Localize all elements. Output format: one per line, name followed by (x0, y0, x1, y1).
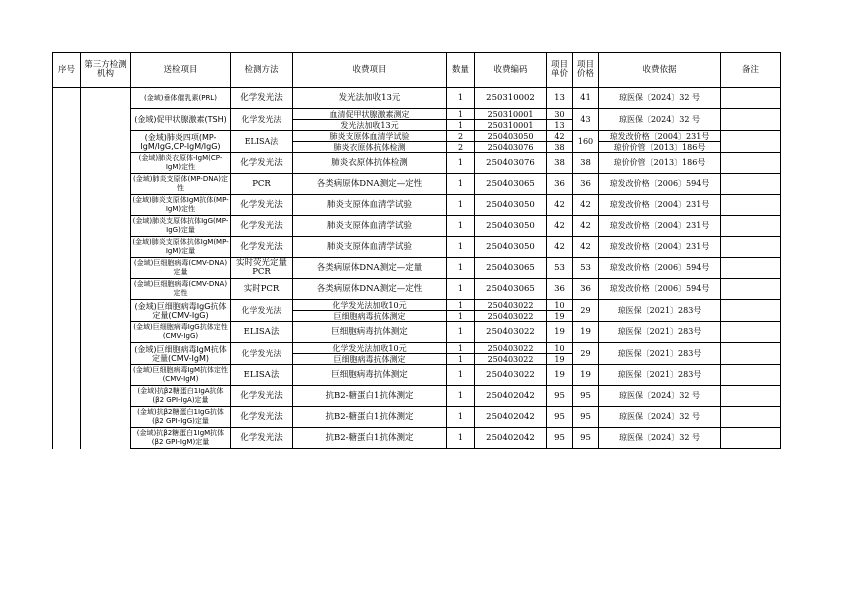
price-cell: 38 (573, 153, 599, 174)
basis-cell: 琼医保〔2024〕32 号 (599, 386, 721, 407)
qty-cell: 1 (447, 354, 475, 365)
qty-cell: 1 (447, 279, 475, 300)
unit-price-cell: 13 (547, 88, 573, 109)
note-cell (721, 386, 781, 407)
note-cell (721, 216, 781, 237)
unit-price-cell: 36 (547, 174, 573, 195)
basis-cell: 琼医保〔2021〕283号 (599, 365, 721, 386)
basis-cell: 琼发改价格〔2004〕231号 (599, 195, 721, 216)
header-basis: 收费依据 (599, 53, 721, 88)
unit-price-cell: 42 (547, 131, 573, 142)
qty-cell: 1 (447, 174, 475, 195)
note-cell (721, 300, 781, 322)
item-cell: (金域)肺炎衣原体-IgM(CP-IgM)定性 (131, 153, 231, 174)
fee-item-cell: 巨细胞病毒抗体测定 (293, 311, 447, 322)
note-cell (721, 279, 781, 300)
header-price: 项目价格 (573, 53, 599, 88)
table-row (53, 365, 781, 386)
header-note: 备注 (721, 53, 781, 88)
qty-cell: 1 (447, 407, 475, 428)
table-row (53, 109, 781, 120)
basis-cell: 琼发改价格〔2004〕231号 (599, 216, 721, 237)
table-row (53, 195, 781, 216)
basis-cell: 琼发改价格〔2006〕594号 (599, 258, 721, 279)
qty-cell: 1 (447, 109, 475, 120)
fee-table (52, 52, 781, 449)
method-cell: 化学发光法 (231, 237, 293, 258)
header-qty: 数量 (447, 53, 475, 88)
method-cell: ELISA法 (231, 322, 293, 343)
price-cell: 42 (573, 237, 599, 258)
code-cell: 250403076 (475, 153, 547, 174)
method-cell: PCR (231, 174, 293, 195)
basis-cell: 琼发改价格〔2004〕231号 (599, 237, 721, 258)
method-cell: ELISA法 (231, 131, 293, 153)
table-row (53, 258, 781, 279)
code-cell: 250403050 (475, 216, 547, 237)
unit-price-cell: 10 (547, 343, 573, 354)
price-cell: 29 (573, 300, 599, 322)
item-cell: (金域)肺炎四项(MP-IgM/IgG,CP-IgM/IgG) (131, 131, 231, 153)
qty-cell: 1 (447, 311, 475, 322)
qty-cell: 1 (447, 195, 475, 216)
code-cell: 250403022 (475, 365, 547, 386)
fee-sheet (52, 52, 780, 449)
table-body (53, 88, 781, 449)
method-cell: 化学发光法 (231, 386, 293, 407)
code-cell: 250403076 (475, 142, 547, 153)
code-cell: 250403022 (475, 343, 547, 354)
table-row (53, 386, 781, 407)
fee-item-cell: 各类病原体DNA测定—定性 (293, 279, 447, 300)
qty-cell: 1 (447, 343, 475, 354)
code-cell: 250310001 (475, 109, 547, 120)
price-cell: 95 (573, 386, 599, 407)
item-cell: (金域)巨细胞病毒IgG抗体定量(CMV-IgG) (131, 300, 231, 322)
code-cell: 250403050 (475, 195, 547, 216)
method-cell: 化学发光法 (231, 300, 293, 322)
method-cell: 实时荧光定量PCR (231, 258, 293, 279)
unit-price-cell: 19 (547, 354, 573, 365)
table-row (53, 407, 781, 428)
code-cell: 250402042 (475, 428, 547, 449)
qty-cell: 1 (447, 258, 475, 279)
seq-cell (53, 88, 81, 449)
note-cell (721, 322, 781, 343)
fee-item-cell: 肺炎衣原体抗体检测 (293, 142, 447, 153)
price-cell: 36 (573, 174, 599, 195)
fee-item-cell: 发光法加收13元 (293, 88, 447, 109)
unit-price-cell: 19 (547, 322, 573, 343)
qty-cell: 1 (447, 365, 475, 386)
method-cell: ELISA法 (231, 365, 293, 386)
table-row (53, 237, 781, 258)
table-header (53, 53, 781, 88)
item-cell: (金域)促甲状腺激素(TSH) (131, 109, 231, 131)
basis-cell: 琼价价管〔2013〕186号 (599, 142, 721, 153)
item-cell: (金域)抗β2糖蛋白1IgA抗体(β2 GPI-IgA)定量 (131, 386, 231, 407)
price-cell: 42 (573, 216, 599, 237)
unit-price-cell: 53 (547, 258, 573, 279)
fee-item-cell: 肺炎衣原体抗体检测 (293, 153, 447, 174)
method-cell: 化学发光法 (231, 428, 293, 449)
qty-cell: 1 (447, 237, 475, 258)
fee-item-cell: 抗B2-糖蛋白1抗体测定 (293, 386, 447, 407)
qty-cell: 1 (447, 88, 475, 109)
fee-item-cell: 化学发光法加收10元 (293, 343, 447, 354)
unit-price-cell: 30 (547, 109, 573, 120)
price-cell: 19 (573, 322, 599, 343)
price-cell: 95 (573, 428, 599, 449)
note-cell (721, 428, 781, 449)
code-cell: 250403065 (475, 174, 547, 195)
note-cell (721, 237, 781, 258)
fee-item-cell: 抗B2-糖蛋白1抗体测定 (293, 428, 447, 449)
code-cell: 250403050 (475, 131, 547, 142)
fee-item-cell: 肺炎支原体血清学试验 (293, 195, 447, 216)
table-row (53, 131, 781, 142)
price-cell: 160 (573, 131, 599, 153)
table-row (53, 153, 781, 174)
price-cell: 42 (573, 195, 599, 216)
fee-item-cell: 巨细胞病毒抗体测定 (293, 354, 447, 365)
item-cell: (金域)巨细胞病毒(CMV-DNA)定性 (131, 279, 231, 300)
method-cell: 化学发光法 (231, 109, 293, 131)
qty-cell: 1 (447, 322, 475, 343)
unit-price-cell: 19 (547, 365, 573, 386)
code-cell: 250310002 (475, 88, 547, 109)
qty-cell: 1 (447, 153, 475, 174)
header-fee-item: 收费项目 (293, 53, 447, 88)
header-unit-price: 项目单价 (547, 53, 573, 88)
unit-price-cell: 13 (547, 120, 573, 131)
note-cell (721, 174, 781, 195)
item-cell: (金域)肺炎支原体(MP-DNA)定性 (131, 174, 231, 195)
qty-cell: 1 (447, 120, 475, 131)
fee-item-cell: 抗B2-糖蛋白1抗体测定 (293, 407, 447, 428)
note-cell (721, 88, 781, 109)
price-cell: 53 (573, 258, 599, 279)
fee-item-cell: 发光法加收13元 (293, 120, 447, 131)
fee-item-cell: 肺炎支原体血清学试验 (293, 131, 447, 142)
price-cell: 36 (573, 279, 599, 300)
qty-cell: 1 (447, 300, 475, 311)
price-cell: 29 (573, 343, 599, 365)
method-cell: 化学发光法 (231, 153, 293, 174)
basis-cell: 琼医保〔2024〕32 号 (599, 88, 721, 109)
price-cell: 41 (573, 88, 599, 109)
method-cell: 实时PCR (231, 279, 293, 300)
code-cell: 250403022 (475, 322, 547, 343)
unit-price-cell: 36 (547, 279, 573, 300)
table-row (53, 300, 781, 311)
item-cell: (金域)肺炎支原体IgM抗体(MP-IgM)定性 (131, 195, 231, 216)
lab-cell (81, 88, 131, 449)
unit-price-cell: 10 (547, 300, 573, 311)
price-cell: 43 (573, 109, 599, 131)
fee-item-cell: 肺炎支原体血清学试验 (293, 216, 447, 237)
item-cell: (金域)抗β2糖蛋白1IgM抗体(β2 GPI-IgM)定量 (131, 428, 231, 449)
header-seq: 序号 (53, 53, 81, 88)
unit-price-cell: 38 (547, 153, 573, 174)
unit-price-cell: 38 (547, 142, 573, 153)
table-row (53, 174, 781, 195)
item-cell: (金域)巨细胞病毒IgM抗体定性(CMV-IgM) (131, 365, 231, 386)
item-cell: (金域)巨细胞病毒(CMV-DNA)定量 (131, 258, 231, 279)
code-cell: 250403022 (475, 300, 547, 311)
basis-cell: 琼医保〔2021〕283号 (599, 322, 721, 343)
code-cell: 250403022 (475, 311, 547, 322)
header-code: 收费编码 (475, 53, 547, 88)
basis-cell: 琼医保〔2024〕32 号 (599, 109, 721, 131)
code-cell: 250403050 (475, 237, 547, 258)
basis-cell: 琼价价管〔2013〕186号 (599, 153, 721, 174)
fee-item-cell: 各类病原体DNA测定—定性 (293, 174, 447, 195)
code-cell: 250402042 (475, 386, 547, 407)
note-cell (721, 195, 781, 216)
note-cell (721, 131, 781, 153)
fee-item-cell: 巨细胞病毒抗体测定 (293, 322, 447, 343)
unit-price-cell: 95 (547, 407, 573, 428)
method-cell: 化学发光法 (231, 88, 293, 109)
note-cell (721, 407, 781, 428)
unit-price-cell: 42 (547, 195, 573, 216)
table-row (53, 428, 781, 449)
code-cell: 250402042 (475, 407, 547, 428)
table-row (53, 279, 781, 300)
code-cell: 250403022 (475, 354, 547, 365)
method-cell: 化学发光法 (231, 195, 293, 216)
header-method: 检测方法 (231, 53, 293, 88)
header-item: 送检项目 (131, 53, 231, 88)
table-row (53, 216, 781, 237)
method-cell: 化学发光法 (231, 407, 293, 428)
note-cell (721, 258, 781, 279)
item-cell: (金域)垂体催乳素(PRL) (131, 88, 231, 109)
note-cell (721, 365, 781, 386)
price-cell: 19 (573, 365, 599, 386)
unit-price-cell: 42 (547, 237, 573, 258)
basis-cell: 琼医保〔2021〕283号 (599, 300, 721, 322)
qty-cell: 1 (447, 216, 475, 237)
qty-cell: 2 (447, 131, 475, 142)
table-row (53, 322, 781, 343)
unit-price-cell: 95 (547, 428, 573, 449)
qty-cell: 1 (447, 428, 475, 449)
fee-item-cell: 各类病原体DNA测定—定量 (293, 258, 447, 279)
basis-cell: 琼医保〔2024〕32 号 (599, 407, 721, 428)
item-cell: (金域)巨细胞病毒IgG抗体定性(CMV-IgG) (131, 322, 231, 343)
code-cell: 250310001 (475, 120, 547, 131)
basis-cell: 琼医保〔2021〕283号 (599, 343, 721, 365)
code-cell: 250403065 (475, 279, 547, 300)
unit-price-cell: 19 (547, 311, 573, 322)
fee-item-cell: 肺炎支原体血清学试验 (293, 237, 447, 258)
unit-price-cell: 95 (547, 386, 573, 407)
method-cell: 化学发光法 (231, 343, 293, 365)
code-cell: 250403065 (475, 258, 547, 279)
item-cell: (金域)抗β2糖蛋白1IgG抗体(β2 GPI-IgG)定量 (131, 407, 231, 428)
fee-item-cell: 化学发光法加收10元 (293, 300, 447, 311)
table-row (53, 343, 781, 354)
table-row (53, 88, 781, 109)
note-cell (721, 153, 781, 174)
basis-cell: 琼发改价格〔2006〕594号 (599, 279, 721, 300)
qty-cell: 1 (447, 386, 475, 407)
note-cell (721, 343, 781, 365)
method-cell: 化学发光法 (231, 216, 293, 237)
note-cell (721, 109, 781, 131)
header-lab: 第三方检测机构 (81, 53, 131, 88)
qty-cell: 2 (447, 142, 475, 153)
basis-cell: 琼发改价格〔2006〕594号 (599, 174, 721, 195)
item-cell: (金域)肺炎支原体抗体IgM(MP-IgM)定量 (131, 237, 231, 258)
item-cell: (金域)巨细胞病毒IgM抗体定量(CMV-IgM) (131, 343, 231, 365)
basis-cell: 琼医保〔2024〕32 号 (599, 428, 721, 449)
fee-item-cell: 血清促甲状腺激素测定 (293, 109, 447, 120)
basis-cell: 琼发改价格〔2004〕231号 (599, 131, 721, 142)
unit-price-cell: 42 (547, 216, 573, 237)
fee-item-cell: 巨细胞病毒抗体测定 (293, 365, 447, 386)
price-cell: 95 (573, 407, 599, 428)
item-cell: (金域)肺炎支原体抗体IgG(MP-IgG)定量 (131, 216, 231, 237)
